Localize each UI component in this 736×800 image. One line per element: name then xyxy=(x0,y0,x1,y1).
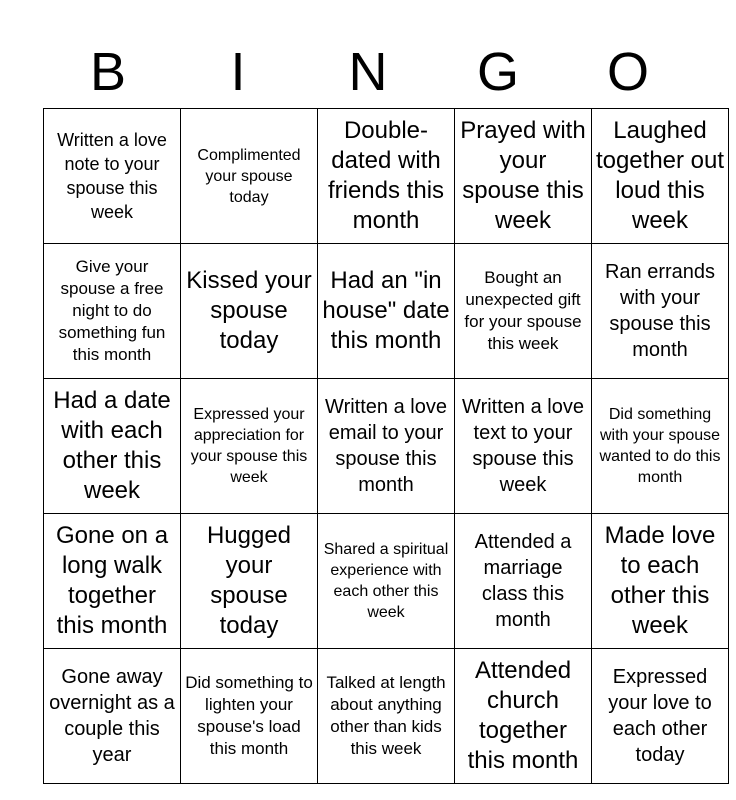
bingo-row xyxy=(44,514,729,649)
header-letter-b: B xyxy=(89,42,127,102)
bingo-cell[interactable]: Ran errands with your spouse this month xyxy=(592,244,729,379)
bingo-cell[interactable]: Give your spouse a free night to do something fun this month xyxy=(44,244,181,379)
bingo-row xyxy=(44,244,729,379)
bingo-row xyxy=(44,379,729,514)
bingo-cell[interactable]: Hugged your spouse today xyxy=(181,514,318,649)
header-letter-i: I xyxy=(230,42,246,102)
bingo-cell[interactable]: Bought an unexpected gift for your spouse this week xyxy=(455,244,592,379)
header-letter-g: G xyxy=(476,42,519,102)
bingo-cell[interactable]: Complimented your spouse today xyxy=(181,109,318,244)
bingo-cell[interactable]: Written a love text to your spouse this week xyxy=(455,379,592,514)
bingo-cell[interactable]: Expressed your appreciation for your spouse this week xyxy=(181,379,318,514)
bingo-cell[interactable]: Did something to lighten your spouse's load this month xyxy=(181,649,318,784)
bingo-cell[interactable]: Had a date with each other this week xyxy=(44,379,181,514)
bingo-cell[interactable]: Did something with your spouse wanted to do this month xyxy=(592,379,729,514)
bingo-cell[interactable]: Shared a spiritual experience with each other this week xyxy=(318,514,455,649)
header-letter-o: O xyxy=(606,42,649,102)
bingo-header xyxy=(43,40,693,104)
bingo-cell[interactable]: Gone away overnight as a couple this year xyxy=(44,649,181,784)
bingo-card xyxy=(43,108,729,784)
bingo-cell[interactable]: Kissed your spouse today xyxy=(181,244,318,379)
header-letter-n: N xyxy=(348,42,388,102)
bingo-cell[interactable]: Expressed your love to each other today xyxy=(592,649,729,784)
bingo-row xyxy=(44,109,729,244)
bingo-cell[interactable]: Made love to each other this week xyxy=(592,514,729,649)
bingo-cell[interactable]: Laughed together out loud this week xyxy=(592,109,729,244)
bingo-row xyxy=(44,649,729,784)
bingo-cell[interactable]: Had an "in house" date this month xyxy=(318,244,455,379)
bingo-cell[interactable]: Attended a marriage class this month xyxy=(455,514,592,649)
bingo-cell[interactable]: Prayed with your spouse this week xyxy=(455,109,592,244)
bingo-cell[interactable]: Written a love note to your spouse this week xyxy=(44,109,181,244)
bingo-cell[interactable]: Attended church together this month xyxy=(455,649,592,784)
bingo-cell[interactable]: Written a love email to your spouse this month xyxy=(318,379,455,514)
bingo-cell[interactable]: Gone on a long walk together this month xyxy=(44,514,181,649)
bingo-cell[interactable]: Double-dated with friends this month xyxy=(318,109,455,244)
bingo-cell[interactable]: Talked at length about anything other than kids this week xyxy=(318,649,455,784)
